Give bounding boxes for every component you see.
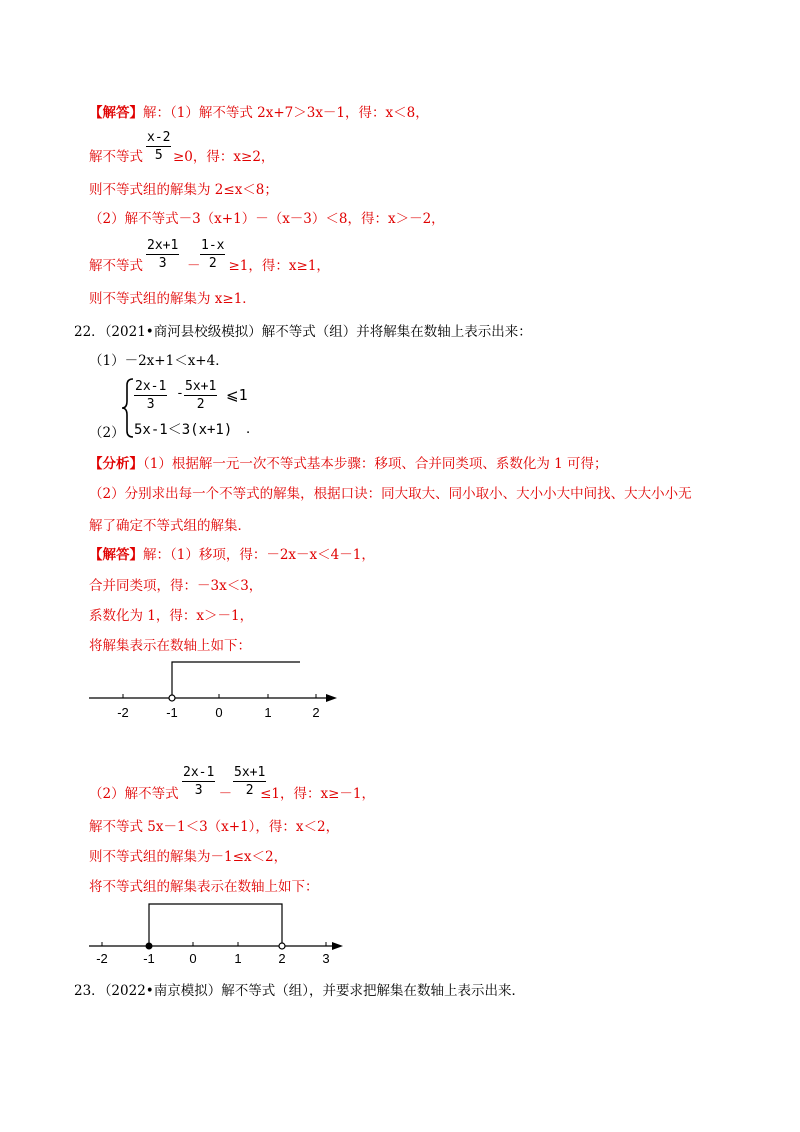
axis-arrow-icon — [332, 942, 343, 950]
tick-label: 2 — [278, 951, 286, 966]
answer-tag: 【解答】 — [89, 547, 143, 563]
fraction: $\frac{5x+1}{2}$ — [234, 765, 266, 798]
answer1-line3: 则不等式组的解集为 2≤x＜8； — [89, 182, 278, 198]
answer2-line2: 合并同类项，得：－3x＜3， — [89, 578, 263, 594]
fraction: $\frac{1-x}{2}$ — [201, 238, 225, 271]
tick-label: 1 — [234, 951, 242, 966]
fraction: $\frac{x-2}{5}$ — [147, 130, 171, 163]
tick-label: 0 — [189, 951, 197, 966]
axis-arrow-icon — [326, 694, 337, 702]
analysis-line3: 解了确定不等式组的解集． — [89, 518, 251, 534]
answer2-line3: 系数化为 1，得：x＞－1， — [89, 608, 254, 624]
number-line-2 — [85, 895, 355, 967]
question-22-part1: （1）－2x+1＜x+4． — [89, 353, 229, 369]
answer2-line6: 解不等式 5x－1＜3（x+1），得：x＜2， — [89, 819, 340, 835]
tick-label: -1 — [143, 951, 155, 966]
answer2-line8: 将不等式组的解集表示在数轴上如下： — [89, 879, 319, 895]
number-line-1 — [85, 655, 345, 725]
fraction: $\frac{2x-1}{3}$ — [135, 379, 167, 412]
open-point — [279, 943, 285, 949]
answer2-line5: （2）解不等式 － ≤1，得：x≥－1， — [89, 786, 376, 802]
question-23-heading: 23．（2022•南京模拟）解不等式（组），并要求把解集在数轴上表示出来． — [74, 983, 526, 999]
tick-label: -2 — [117, 705, 129, 720]
tick-label: 2 — [312, 705, 320, 720]
tick-label: 3 — [322, 951, 330, 966]
analysis-tag: 【分析】 — [89, 456, 143, 472]
analysis-line2: （2）分别求出每一个不等式的解集，根据口诀：同大取大、同小取小、大小小大中间找、大大小小无 — [89, 486, 692, 502]
answer1-line4: （2）解不等式－3（x+1）－（x－3）＜8，得：x＞－2， — [89, 211, 445, 227]
closed-point — [146, 943, 152, 949]
answer1-line6: 则不等式组的解集为 x≥1． — [89, 291, 256, 307]
answer2-line7: 则不等式组的解集为－1≤x＜2， — [89, 849, 288, 865]
question-22-part2-label: （2） — [89, 425, 125, 441]
open-point — [169, 695, 175, 701]
analysis-line1: 【分析】（1）根据解一元一次不等式基本步骤：移项、合并同类项、系数化为 1 可得； — [89, 456, 608, 472]
answer1-line2: 解不等式 ≥0，得：x≥2， — [89, 149, 275, 165]
tick-label: -2 — [96, 951, 108, 966]
question-22-heading: 22．（2021•商河县校级模拟）解不等式（组）并将解集在数轴上表示出来： — [74, 324, 532, 340]
solution-ray — [172, 662, 300, 696]
answer1-line5: 解不等式 － ≥1，得：x≥1， — [89, 258, 330, 274]
fraction: $\frac{5x+1}{2}$ — [185, 379, 217, 412]
solution-interval — [149, 904, 282, 946]
tick-label: 0 — [215, 705, 223, 720]
fraction: $\frac{2x+1}{3}$ — [147, 238, 179, 271]
answer2-line4: 将解集表示在数轴上如下： — [89, 638, 251, 654]
answer1-line1: 【解答】解：（1）解不等式 2x+7＞3x－1，得：x＜8， — [89, 105, 429, 121]
tick-label: -1 — [166, 705, 178, 720]
fraction: $\frac{2x-1}{3}$ — [183, 765, 215, 798]
answer-tag: 【解答】 — [89, 105, 143, 121]
tick-label: 1 — [264, 705, 272, 720]
answer2-line1: 【解答】解：（1）移项，得：－2x－x＜4－1， — [89, 547, 375, 563]
